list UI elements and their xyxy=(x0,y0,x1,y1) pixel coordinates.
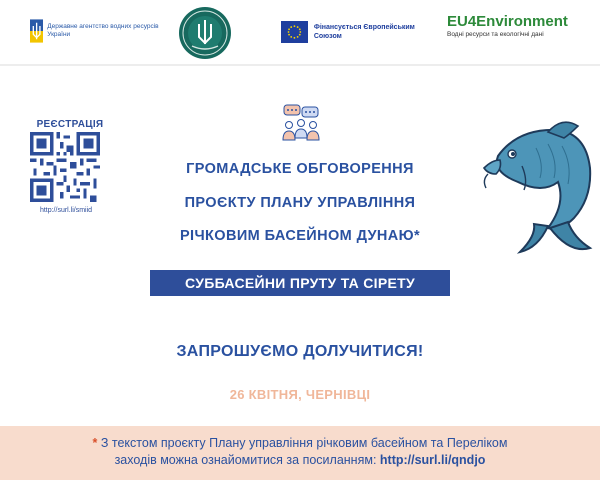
eu4-title: EU4Environment xyxy=(447,13,568,30)
headline-line-3: РІЧКОВИМ БАСЕЙНОМ ДУНАЮ* xyxy=(179,228,421,244)
footnote-star: * xyxy=(92,436,98,450)
footer-text-1: З текстом проєкту Плану управління річковим басейном та Переліком xyxy=(97,436,508,450)
event-date: 26 КВІТНЯ, ЧЕРНІВЦІ xyxy=(229,387,371,402)
subbasin-banner: СУББАСЕЙНИ ПРУТУ ТА СІРЕТУ xyxy=(150,270,450,296)
footer-text-2: заходів можна ознайомитися за посиланням: xyxy=(114,453,380,467)
trident-icon xyxy=(30,17,43,45)
header-bar xyxy=(0,0,600,66)
eu-funding-text: Фінансується Європейським Союзом xyxy=(313,24,415,40)
registration-url[interactable]: http://surl.li/smiid xyxy=(39,207,93,214)
plan-link[interactable]: http://surl.li/qndjo xyxy=(379,453,486,467)
headline-line-2: ПРОЄКТУ ПЛАНУ УПРАВЛІННЯ xyxy=(184,195,416,211)
invite-text: ЗАПРОШУЄМО ДОЛУЧИТИСЯ! xyxy=(176,343,424,360)
eu-funding-logo[interactable] xyxy=(281,20,431,44)
qr-code[interactable] xyxy=(30,132,100,202)
people-discussion-icon xyxy=(280,104,322,142)
eu-flag-icon xyxy=(281,21,308,43)
eu4environment-logo[interactable] xyxy=(447,14,587,50)
headline-line-1: ГРОМАДСЬКЕ ОБГОВОРЕННЯ xyxy=(186,161,414,177)
footer-text xyxy=(20,435,580,469)
agency-seal-icon xyxy=(178,6,232,60)
water-agency-logo[interactable] xyxy=(30,16,160,46)
footer-note xyxy=(0,426,600,480)
agency-name: Державне агентство водних ресурсів України xyxy=(47,23,159,38)
eu4-subtitle: Водні ресурси та екологічні дані xyxy=(447,31,544,38)
registration-label: РЕЄСТРАЦІЯ xyxy=(36,119,104,130)
fish-illustration xyxy=(478,108,598,258)
